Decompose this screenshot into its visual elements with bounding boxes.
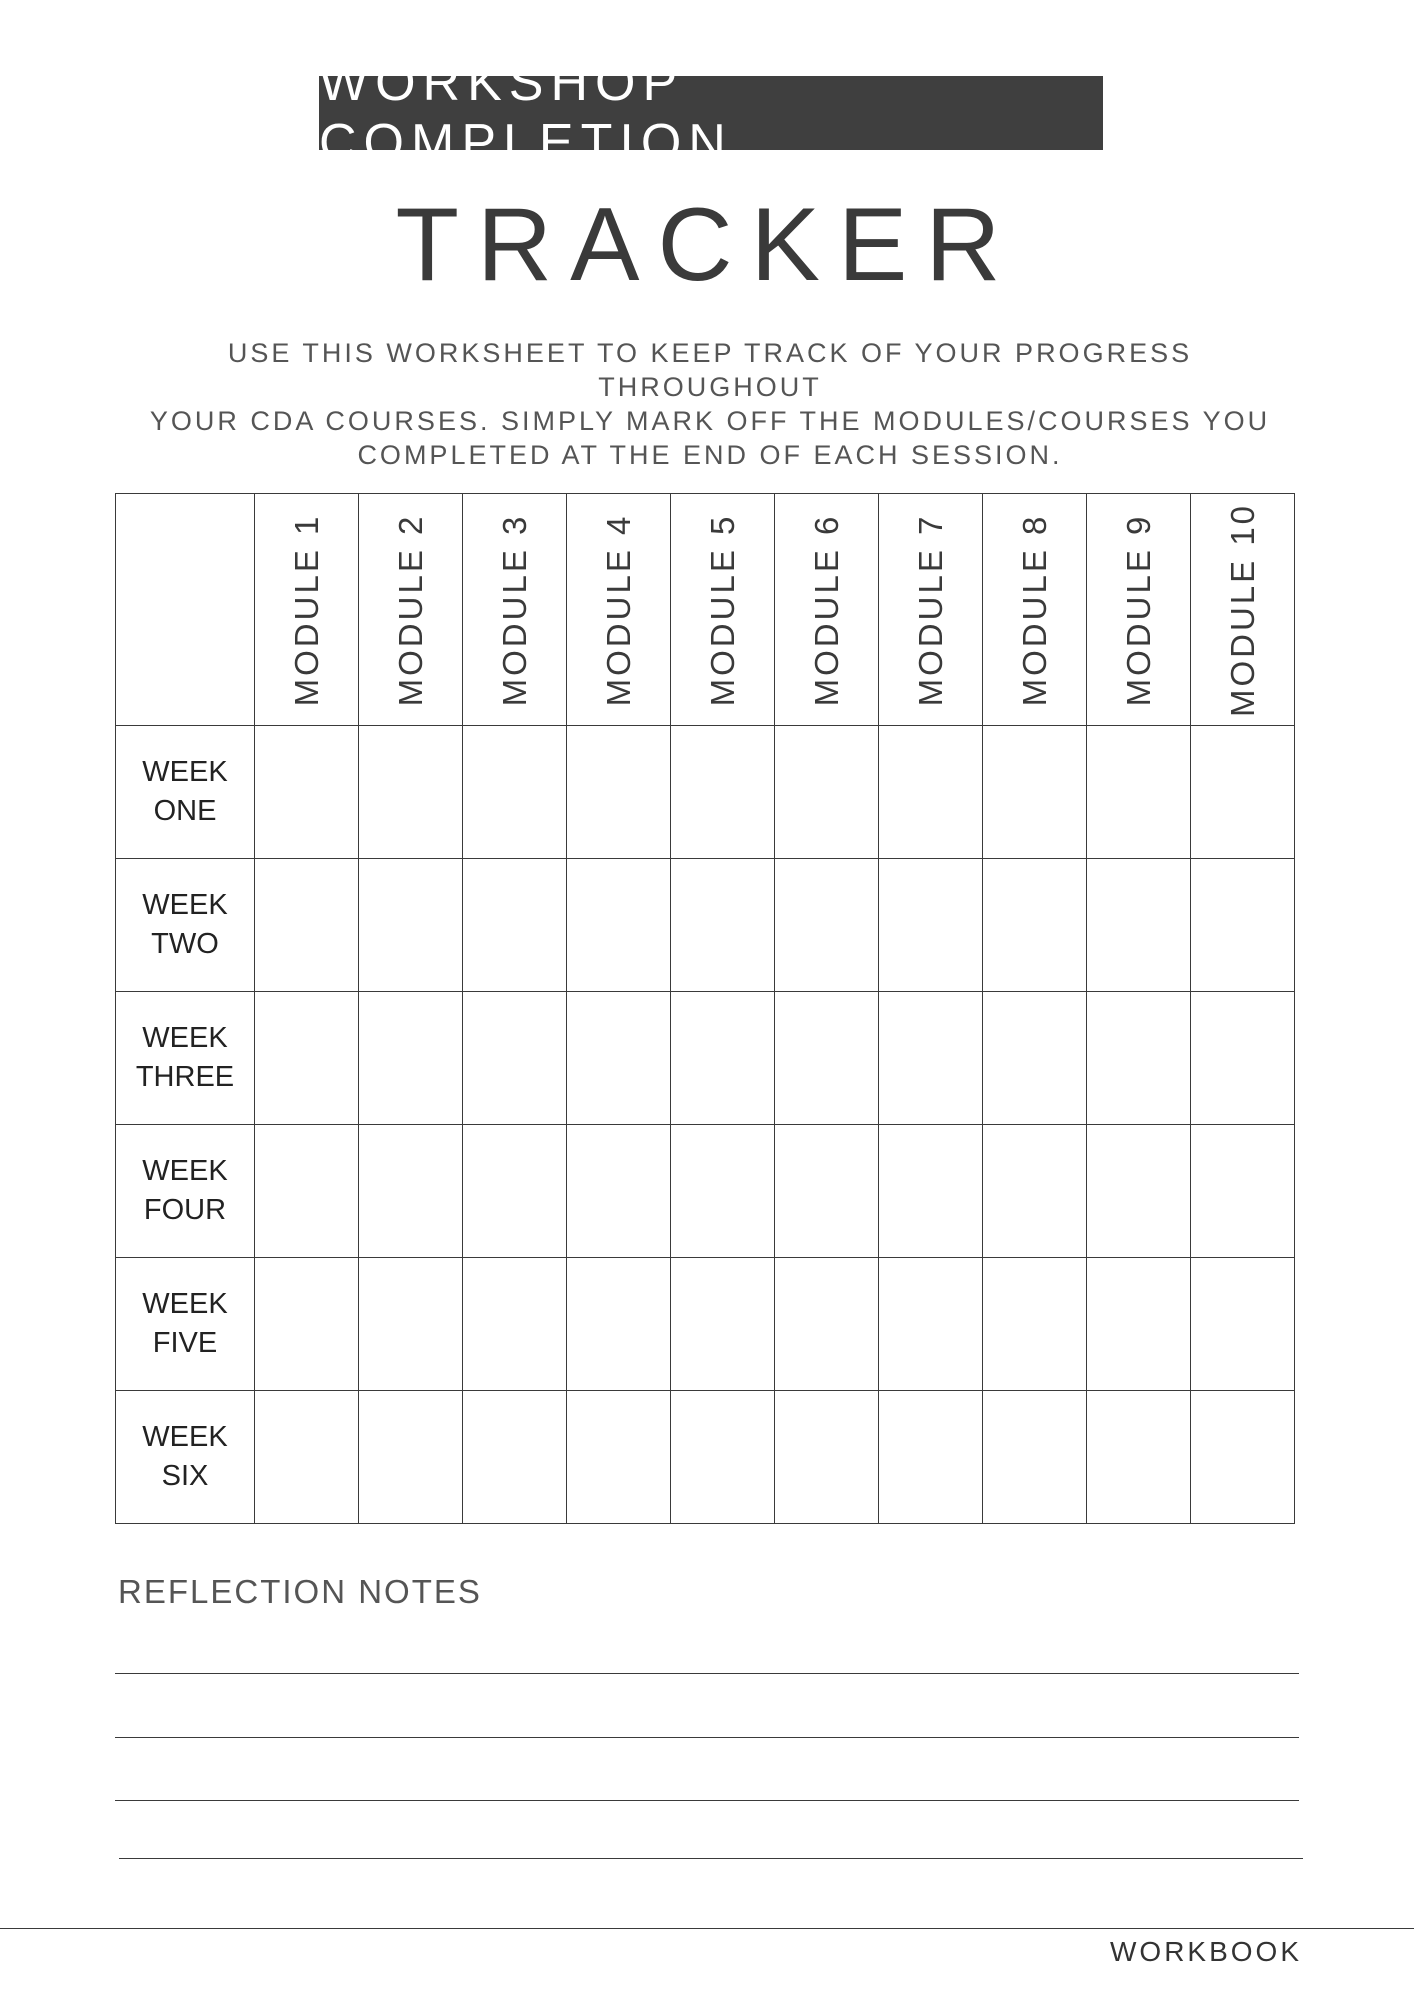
completion-checkbox-cell[interactable] [463,726,567,859]
week-row [116,1391,1295,1524]
completion-checkbox-cell[interactable] [359,726,463,859]
module-header-4 [567,494,671,726]
week-row [116,992,1295,1125]
completion-checkbox-cell[interactable] [567,1125,671,1258]
completion-checkbox-cell[interactable] [775,992,879,1125]
completion-checkbox-cell[interactable] [671,1258,775,1391]
completion-checkbox-cell[interactable] [567,1391,671,1524]
week-label-cell [116,1391,255,1524]
completion-checkbox-cell[interactable] [255,1391,359,1524]
module-label: MODULE 7 [911,513,949,706]
completion-checkbox-cell[interactable] [671,726,775,859]
completion-checkbox-cell[interactable] [879,1258,983,1391]
completion-checkbox-cell[interactable] [1087,859,1191,992]
instructions [120,336,1300,472]
module-header-7 [879,494,983,726]
week-row [116,859,1295,992]
module-header-5 [671,494,775,726]
completion-checkbox-cell[interactable] [359,1391,463,1524]
completion-checkbox-cell[interactable] [983,1258,1087,1391]
completion-checkbox-cell[interactable] [671,859,775,992]
completion-checkbox-cell[interactable] [463,1258,567,1391]
completion-checkbox-cell[interactable] [255,1258,359,1391]
module-header-row [116,494,1295,726]
completion-checkbox-cell[interactable] [255,1125,359,1258]
completion-checkbox-cell[interactable] [671,1125,775,1258]
week-row [116,1125,1295,1258]
module-header-3 [463,494,567,726]
week-label-line: FOUR [143,1194,227,1226]
completion-checkbox-cell[interactable] [359,992,463,1125]
completion-checkbox-cell[interactable] [775,1258,879,1391]
completion-checkbox-cell[interactable] [255,859,359,992]
completion-checkbox-cell[interactable] [671,1391,775,1524]
corner-cell [116,494,255,726]
week-label-line: WEEK [142,1155,228,1187]
note-line[interactable] [115,1737,1299,1738]
note-line[interactable] [115,1800,1299,1801]
module-label: MODULE 2 [391,513,429,706]
completion-checkbox-cell[interactable] [775,726,879,859]
tracker-body [116,726,1295,1524]
module-label: MODULE 3 [495,513,533,706]
completion-checkbox-cell[interactable] [1087,1391,1191,1524]
completion-checkbox-cell[interactable] [983,859,1087,992]
completion-checkbox-cell[interactable] [1191,992,1295,1125]
completion-checkbox-cell[interactable] [879,1125,983,1258]
completion-checkbox-cell[interactable] [567,859,671,992]
week-label-line: WEEK [142,1022,228,1054]
completion-checkbox-cell[interactable] [463,1125,567,1258]
completion-checkbox-cell[interactable] [255,726,359,859]
footer-divider [0,1928,1414,1929]
completion-checkbox-cell[interactable] [671,992,775,1125]
completion-checkbox-cell[interactable] [1087,992,1191,1125]
completion-checkbox-cell[interactable] [1087,1258,1191,1391]
completion-checkbox-cell[interactable] [255,992,359,1125]
module-header-10 [1191,494,1295,726]
completion-checkbox-cell[interactable] [879,992,983,1125]
completion-checkbox-cell[interactable] [775,859,879,992]
banner-title-text: WORKSHOP COMPLETION [319,54,733,172]
week-label-cell [116,992,255,1125]
completion-checkbox-cell[interactable] [1087,726,1191,859]
week-row [116,726,1295,859]
completion-checkbox-cell[interactable] [983,1125,1087,1258]
completion-checkbox-cell[interactable] [359,1258,463,1391]
module-header-8 [983,494,1087,726]
note-line[interactable] [115,1673,1299,1674]
completion-checkbox-cell[interactable] [775,1125,879,1258]
note-line[interactable] [119,1858,1303,1859]
footer-label: WORKBOOK [1109,1936,1302,1967]
completion-checkbox-cell[interactable] [1087,1125,1191,1258]
module-label: MODULE 4 [599,513,637,706]
completion-checkbox-cell[interactable] [463,992,567,1125]
completion-checkbox-cell[interactable] [567,992,671,1125]
completion-checkbox-cell[interactable] [567,726,671,859]
completion-checkbox-cell[interactable] [1191,1391,1295,1524]
week-label-cell [116,1125,255,1258]
completion-checkbox-cell[interactable] [983,726,1087,859]
week-label-cell [116,726,255,859]
completion-checkbox-cell[interactable] [359,859,463,992]
week-label-line: WEEK [142,756,228,788]
tracker-table [115,493,1295,1524]
week-label-line: FIVE [152,1327,218,1359]
completion-checkbox-cell[interactable] [567,1258,671,1391]
week-label-line: THREE [135,1061,235,1093]
completion-checkbox-cell[interactable] [359,1125,463,1258]
completion-checkbox-cell[interactable] [1191,726,1295,859]
week-label-line: SIX [161,1460,209,1492]
week-label-line: WEEK [142,1421,228,1453]
instructions-line: COMPLETED AT THE END OF EACH SESSION. [357,440,1063,470]
week-label-line: ONE [153,795,217,827]
page-title: TRACKER [395,187,1019,303]
week-label-line: WEEK [142,889,228,921]
week-label-line: TWO [151,928,219,960]
module-header-6 [775,494,879,726]
module-label: MODULE 6 [807,513,845,706]
completion-checkbox-cell[interactable] [463,859,567,992]
week-label-cell [116,1258,255,1391]
week-label-cell [116,859,255,992]
week-label-line: WEEK [142,1288,228,1320]
completion-checkbox-cell[interactable] [1191,859,1295,992]
module-header-9 [1087,494,1191,726]
completion-checkbox-cell[interactable] [879,726,983,859]
completion-checkbox-cell[interactable] [1191,1258,1295,1391]
completion-checkbox-cell[interactable] [879,859,983,992]
completion-checkbox-cell[interactable] [463,1391,567,1524]
completion-checkbox-cell[interactable] [775,1391,879,1524]
reflection-notes-label: REFLECTION NOTES [118,1573,482,1610]
instructions-line: USE THIS WORKSHEET TO KEEP TRACK OF YOUR PROGRESS THROUGHOUT [227,338,1193,402]
module-label: MODULE 8 [1015,513,1053,706]
module-label: MODULE 5 [703,513,741,706]
completion-checkbox-cell[interactable] [879,1391,983,1524]
week-row [116,1258,1295,1391]
completion-checkbox-cell[interactable] [983,992,1087,1125]
completion-checkbox-cell[interactable] [983,1391,1087,1524]
module-label: MODULE 1 [287,513,325,706]
module-label: MODULE 9 [1119,513,1157,706]
banner-title [319,54,1103,172]
module-header-1 [255,494,359,726]
completion-checkbox-cell[interactable] [1191,1125,1295,1258]
module-label: MODULE 10 [1223,502,1261,717]
instructions-line: YOUR CDA COURSES. SIMPLY MARK OFF THE MODULES/COURSES YOU [149,406,1271,436]
module-header-2 [359,494,463,726]
